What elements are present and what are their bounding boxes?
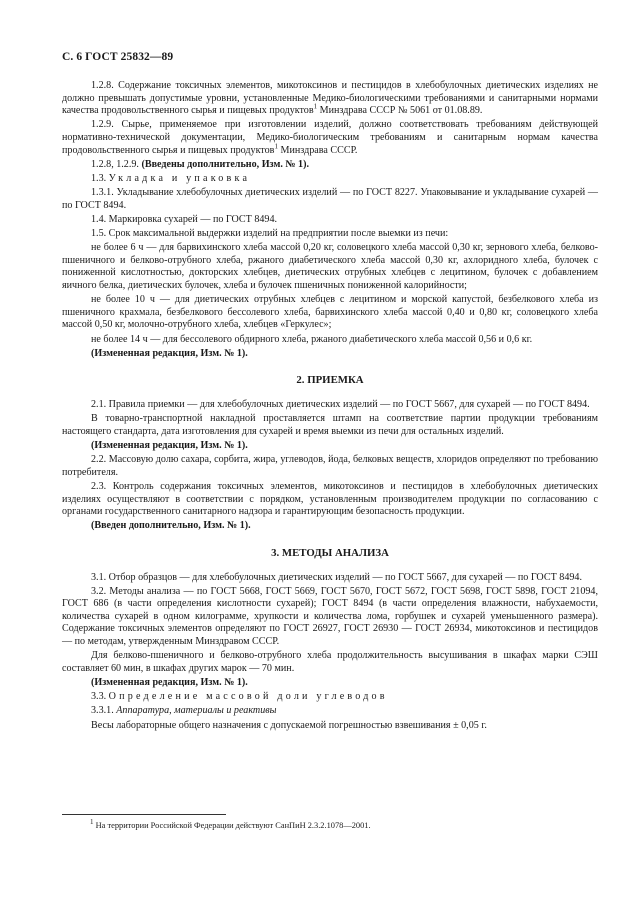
footnote <box>90 820 371 831</box>
section-heading: 3. МЕТОДЫ АНАЛИЗА <box>271 546 389 559</box>
footnote-ref: 1 <box>313 102 318 111</box>
footnote-divider <box>62 814 226 815</box>
paragraph <box>62 159 598 172</box>
page-header: С. 6 ГОСТ 25832—89 <box>62 51 174 63</box>
clause-number: 3.3. <box>91 691 107 703</box>
paragraph: 1.4. Маркировка сухарей — по ГОСТ 8494. <box>91 213 278 225</box>
paragraph: 3.1. Отбор образцов — для хлебобулочных диетических изделий — по ГОСТ 5667, для сухарей — по ГОСТ 8494. <box>91 571 582 583</box>
document-body <box>62 80 598 732</box>
paragraph <box>62 440 598 453</box>
paragraph: 1.5. Срок максимальной выдержки изделий на предприятии после выемки из печи: <box>91 228 449 240</box>
paragraph <box>62 80 598 118</box>
clause-number: 1.3. <box>91 172 107 184</box>
subsection-title: Аппаратура, материалы и реактивы <box>116 705 277 717</box>
footnote-mark: 1 <box>90 818 94 827</box>
paragraph: 2.3. Контроль содержания токсичных элементов, микотоксинов и пестицидов в хлебобулочных диетических изделиях осуществляют в соответствии с порядком, установленным производителем продукции по согласованию с органами государственного санитарного надзора и гарантирующим безопасность продукции. <box>62 480 598 518</box>
paragraph: 1.3.1. Укладывание хлебобулочных диетических изделий — по ГОСТ 8227. Упаковывание и укладывание сухарей — по ГОСТ 8494. <box>62 187 598 211</box>
amendment-note: (Введены дополнительно, Изм. № 1). <box>141 158 309 170</box>
amendment-note: (Введен дополнительно, Изм. № 1). <box>91 520 251 532</box>
paragraph: 2.1. Правила приемки — для хлебобулочных диетических изделий — по ГОСТ 5667, для сухарей — по ГОСТ 8494. <box>91 399 590 410</box>
paragraph: В товарно-транспортной накладной проставляется штамп на соответствие партии продукции требованиям настоящего стандарта, дата изготовления для сухарей и время выемки из печи для остальных изделий. <box>62 413 598 437</box>
paragraph-text: Минздрава СССР. <box>280 144 358 156</box>
paragraph <box>62 348 598 361</box>
clause-number: 3.3.1. <box>91 705 114 717</box>
subsection-title: Определение массовой доли углеводов <box>108 691 388 703</box>
paragraph: 3.2. Методы анализа — по ГОСТ 5668, ГОСТ 5669, ГОСТ 5670, ГОСТ 5672, ГОСТ 5698, ГОСТ 5898, ГОСТ 21094, ГОСТ 686 (в части определения кислотности сухарей); ГОСТ 8494 (в части определения влажности, набухаемости, количества сухарей в одном килограмме, хрупкости и количества лома, горбушек и сухарей уменьшенного размера). Содержание токсичных элементов определяют по ГОСТ 26927, ГОСТ 26930 — ГОСТ 26934, микотоксинов и пестицидов — по методам, утвержденным Минздравом СССР. <box>62 585 598 648</box>
paragraph-text: Минздрава СССР № 5061 от 01.08.89. <box>319 105 483 117</box>
paragraph: Весы лабораторные общего назначения с допускаемой погрешностью взвешивания ± 0,05 г. <box>91 719 487 731</box>
paragraph <box>62 173 598 186</box>
amendment-note: (Измененная редакция, Изм. № 1). <box>91 439 248 451</box>
paragraph: не более 10 ч — для диетических отрубных хлебцев с лецитином и морской капустой, безбелкового хлеба из пшеничного крахмала, безбелкового бессолевого хлеба, барвихинского хлеба массой 0,40 и 0,80 кг, соловецкого хлеба массой 0,50 кг, молочно-отрубного хлеба, хлебцев «Геркулес»; <box>62 294 598 331</box>
paragraph-text: 1.2.9. Сырье, применяемое при изготовлении изделий, должно соответствовать требованиям действующей нормативно-технической документации, Медико-биологическим требованиям и санитарным нормам качества продовольственного сырья и пищевых продуктов <box>62 119 598 156</box>
footnote-ref: 1 <box>274 142 278 151</box>
amendment-note: (Измененная редакция, Изм. № 1). <box>91 677 248 689</box>
paragraph <box>62 677 598 690</box>
paragraph-text: 1.2.8. Содержание токсичных элементов, микотоксинов и пестицидов в хлебобулочных диетических изделиях не должно превышать допустимые уровни, установленные Медико-биологическими требованиями и санитарными нормами качества продовольственного сырья и пищевых продуктов <box>62 80 598 117</box>
paragraph <box>62 119 598 157</box>
paragraph: не более 6 ч — для барвихинского хлеба массой 0,20 кг, соловецкого хлеба массой 0,30 кг, зернового хлеба, белково-пшеничного и белково-отрубного хлеба, ржаного диабетического хлеба массой 0,30 кг, ахлоридного хлеба, булочек с пониженной кислотностью, докторских хлебцев, диетических отрубных хлебцев с лецитином, булочек с добавлением яичного белка, диетических булочек, хлеба и булочек пшеничных пониженной калорийности; <box>62 242 598 292</box>
paragraph <box>62 705 598 718</box>
paragraph: Для белково-пшеничного и белково-отрубного хлеба продолжительность высушивания в шкафах марки СЭШ составляет 60 мин, в шкафах других марок — 70 мин. <box>62 650 598 674</box>
paragraph: не более 14 ч — для бессолевого обдирного хлеба, ржаного диабетического хлеба массой 0,56 и 0,6 кг. <box>91 333 533 345</box>
section-heading: 2. ПРИЕМКА <box>296 374 364 387</box>
paragraph: 2.2. Массовую долю сахара, сорбита, жира, углеводов, йода, белковых веществ, хлоридов определяют по требованию потребителя. <box>62 454 598 478</box>
paragraph <box>62 520 598 533</box>
subsection-title: Укладка и упаковка <box>108 172 251 184</box>
amendment-note: (Измененная редакция, Изм. № 1). <box>91 347 248 359</box>
paragraph <box>62 691 598 704</box>
clause-number: 1.2.8, 1.2.9. <box>91 158 139 170</box>
footnote-text: На территории Российской Федерации действуют СанПиН 2.3.2.1078—2001. <box>95 821 371 830</box>
